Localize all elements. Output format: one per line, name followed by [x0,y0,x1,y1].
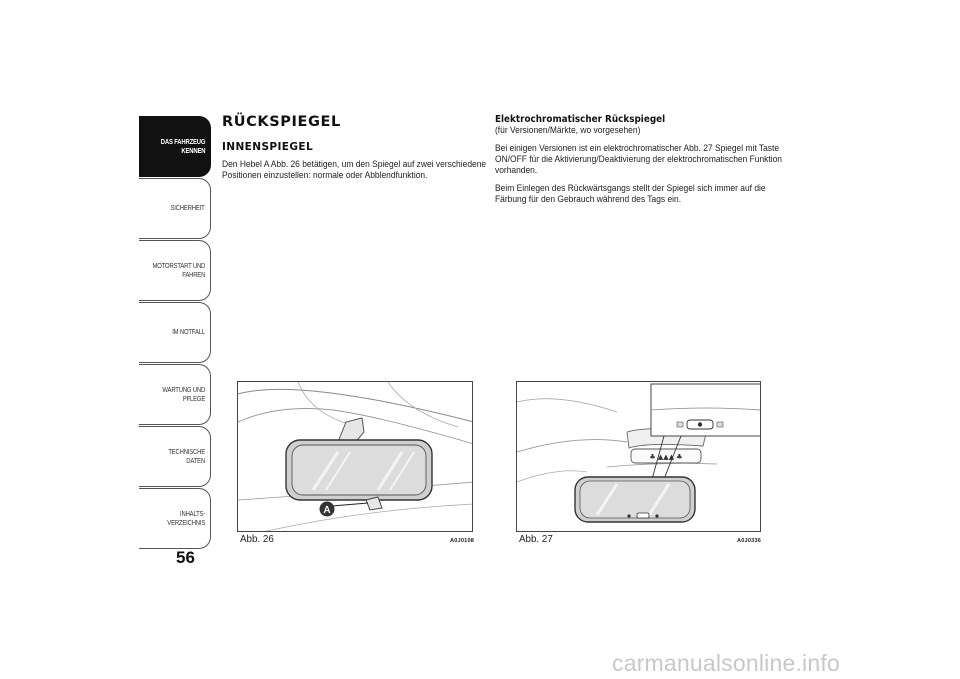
tab-label: MOTORSTART UND FAHREN [152,261,205,279]
tab-label: IM NOTFALL [172,327,205,337]
callout-a: A [323,505,331,516]
section-title: RÜCKSPIEGEL [222,114,341,130]
tab-das-fahrzeug-kennen[interactable] [139,116,211,177]
tab-motorstart-und-fahren[interactable] [139,240,211,301]
figure-27-code: A0J0336 [737,538,762,544]
tab-label: SICHERHEIT [170,203,205,213]
electrochromic-mirror-illustration [517,382,761,532]
section-paragraph: Den Hebel A Abb. 26 betätigen, um den Spiegel auf zwei verschiedene Positionen einzustellen: normale oder Abblendfunktion. [222,158,487,181]
right-column [495,114,785,205]
subsection-title: Elektrochromatischer Rückspiegel [495,114,666,125]
tab-label: TECHNISCHE DATEN [168,447,205,465]
tab-label: INHALTS- VERZEICHNIS [167,509,205,527]
figure-26-caption: Abb. 26 [240,534,274,545]
figure-27 [516,381,761,532]
tab-technische-daten[interactable] [139,426,211,487]
subsection-paragraph-1: Bei einigen Versionen ist ein elektrochromatischer Abb. 27 Spiegel mit Taste ON/OFF für die Aktivierung/Deaktivierung der elektrochromatischen Funktion vorhanden. [495,141,783,176]
watermark: carmanualsonline.info [612,650,840,676]
left-column [222,114,492,181]
tab-label: WARTUNG UND PFLEGE [162,385,205,403]
figure-26-code: A0J0108 [450,538,475,544]
tab-label: DAS FAHRZEUG KENNEN [160,137,205,155]
page-number: 56 [176,548,195,567]
tab-inhaltsverzeichnis[interactable] [139,488,211,549]
figure-27-caption: Abb. 27 [519,534,553,545]
tab-wartung-und-pflege[interactable] [139,364,211,425]
tab-im-notfall[interactable] [139,302,211,363]
subsection-note: (für Versionen/Märkte, wo vorgesehen) [495,124,641,135]
rearview-mirror-illustration [238,382,473,532]
subsection-paragraph-2: Beim Einlegen des Rückwärtsgangs stellt der Spiegel sich immer auf die Färbung für den Gebrauch während des Tags ein. [495,181,766,205]
figure-26 [237,381,473,532]
svg-text:♣ ▲▲▲ ♣: ♣ ▲▲▲ ♣ [649,453,683,461]
tab-sicherheit[interactable] [139,178,211,239]
chapter-tabs [139,116,211,550]
section-subtitle: INNENSPIEGEL [222,141,314,153]
